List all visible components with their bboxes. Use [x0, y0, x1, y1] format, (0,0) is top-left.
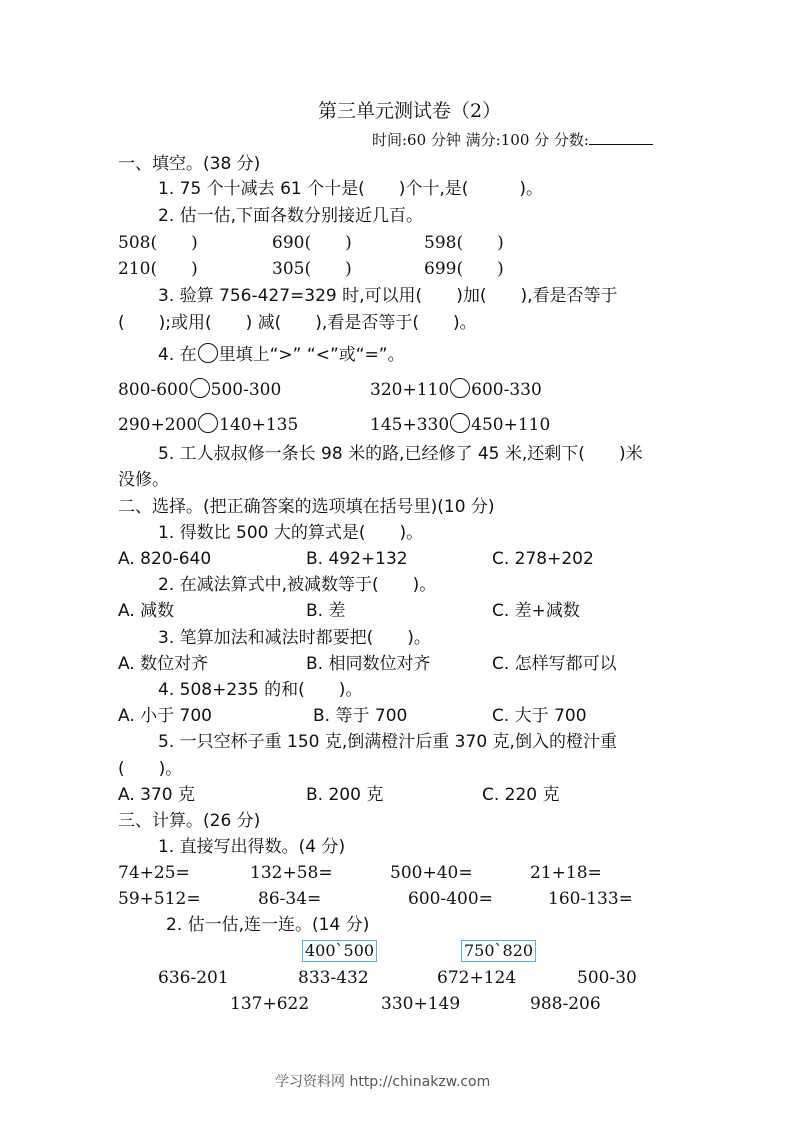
compare-right: 140+135 — [219, 415, 299, 435]
calc-item: 74+25= — [118, 863, 190, 883]
option-c[interactable]: C. 278+202 — [492, 549, 594, 569]
question-1-5-line2: 没修。 — [118, 470, 169, 490]
estimate-item: 210( ) — [118, 259, 198, 279]
section-2-heading: 二、选择。(把正确答案的选项填在括号里)(10 分) — [118, 497, 495, 517]
compare-item — [118, 413, 298, 436]
compare-item — [118, 378, 281, 401]
question-1-4-post: 里填上“>” “<”或“=”。 — [218, 345, 405, 365]
estimate-expression[interactable]: 500-30 — [577, 968, 637, 988]
calc-item: 500+40= — [390, 863, 473, 883]
page-title: 第三单元测试卷（2） — [318, 100, 502, 122]
compare-circle-icon — [198, 343, 218, 363]
question-2-2: 2. 在减法算式中,被减数等于( )。 — [158, 575, 437, 595]
question-2-1: 1. 得数比 500 大的算式是( )。 — [158, 523, 424, 543]
compare-item — [370, 378, 542, 401]
section-3-heading: 三、计算。(26 分) — [118, 811, 261, 831]
estimate-item: 508( ) — [118, 233, 198, 253]
compare-left: 145+330 — [370, 415, 450, 435]
question-1-2: 2. 估一估,下面各数分别接近几百。 — [158, 206, 424, 226]
option-a[interactable]: A. 数位对齐 — [118, 654, 209, 674]
option-a[interactable]: A. 小于 700 — [118, 706, 212, 726]
compare-circle-icon[interactable] — [450, 378, 470, 398]
compare-left: 320+110 — [370, 380, 450, 400]
section-1-heading: 一、填空。(38 分) — [118, 154, 261, 174]
score-blank[interactable] — [589, 130, 653, 145]
question-1-5-line1: 5. 工人叔叔修一条长 98 米的路,已经修了 45 米,还剩下( )米 — [158, 444, 643, 464]
footer-watermark: 学习资料网 http://chinakzw.com — [275, 1074, 491, 1090]
option-c[interactable]: C. 220 克 — [482, 785, 560, 805]
question-2-5-line2: ( )。 — [118, 759, 183, 779]
estimate-item: 598( ) — [424, 233, 504, 253]
option-c[interactable]: C. 大于 700 — [492, 706, 587, 726]
compare-right: 600-330 — [471, 380, 542, 400]
estimate-item: 305( ) — [272, 259, 352, 279]
calc-item: 160-133= — [548, 889, 633, 909]
estimate-expression[interactable]: 833-432 — [298, 968, 369, 988]
option-b[interactable]: B. 492+132 — [306, 549, 408, 569]
exam-meta — [372, 129, 653, 151]
range-box[interactable]: 750ˋ820 — [461, 940, 536, 962]
question-3-1: 1. 直接写出得数。(4 分) — [158, 837, 346, 857]
estimate-expression[interactable]: 330+149 — [381, 994, 461, 1014]
option-a[interactable]: A. 370 克 — [118, 785, 195, 805]
question-1-4 — [158, 343, 405, 366]
range-box[interactable]: 400ˋ500 — [302, 940, 377, 962]
compare-circle-icon[interactable] — [190, 378, 210, 398]
estimate-expression[interactable]: 636-201 — [158, 968, 229, 988]
compare-circle-icon[interactable] — [450, 413, 470, 433]
option-a[interactable]: A. 减数 — [118, 601, 175, 621]
question-2-5-line1: 5. 一只空杯子重 150 克,倒满橙汁后重 370 克,倒入的橙汁重 — [158, 732, 617, 752]
question-3-2: 2. 估一估,连一连。(14 分) — [166, 915, 370, 935]
question-1-4-pre: 4. 在 — [158, 345, 197, 365]
compare-right: 450+110 — [471, 415, 551, 435]
option-a[interactable]: A. 820-640 — [118, 549, 212, 569]
question-2-3: 3. 笔算加法和减法时都要把( )。 — [158, 628, 431, 648]
calc-item: 600-400= — [408, 889, 493, 909]
question-1-1: 1. 75 个十减去 61 个十是( )个十,是( )。 — [158, 179, 544, 199]
question-2-4: 4. 508+235 的和( )。 — [158, 680, 363, 700]
question-1-3-line2: ( );或用( ) 减( ),看是否等于( )。 — [118, 313, 477, 333]
estimate-expression[interactable]: 137+622 — [230, 994, 310, 1014]
option-b[interactable]: B. 相同数位对齐 — [306, 654, 431, 674]
option-c[interactable]: C. 怎样写都可以 — [492, 654, 617, 674]
compare-item — [370, 413, 550, 436]
calc-item: 21+18= — [530, 863, 602, 883]
compare-left: 290+200 — [118, 415, 198, 435]
calc-item: 59+512= — [118, 889, 201, 909]
estimate-expression[interactable]: 672+124 — [437, 968, 517, 988]
estimate-item: 699( ) — [424, 259, 504, 279]
question-1-3-line1: 3. 验算 756-427=329 时,可以用( )加( ),看是否等于 — [158, 286, 618, 306]
calc-item: 132+58= — [250, 863, 333, 883]
estimate-expression[interactable]: 988-206 — [530, 994, 601, 1014]
option-b[interactable]: B. 差 — [306, 601, 346, 621]
compare-circle-icon[interactable] — [198, 413, 218, 433]
compare-left: 800-600 — [118, 380, 189, 400]
option-b[interactable]: B. 200 克 — [306, 785, 384, 805]
option-b[interactable]: B. 等于 700 — [313, 706, 408, 726]
estimate-item: 690( ) — [272, 233, 352, 253]
exam-meta-text: 时间:60 分钟 满分:100 分 分数: — [372, 131, 589, 149]
compare-right: 500-300 — [210, 380, 282, 400]
calc-item: 86-34= — [258, 889, 322, 909]
option-c[interactable]: C. 差+减数 — [492, 601, 580, 621]
